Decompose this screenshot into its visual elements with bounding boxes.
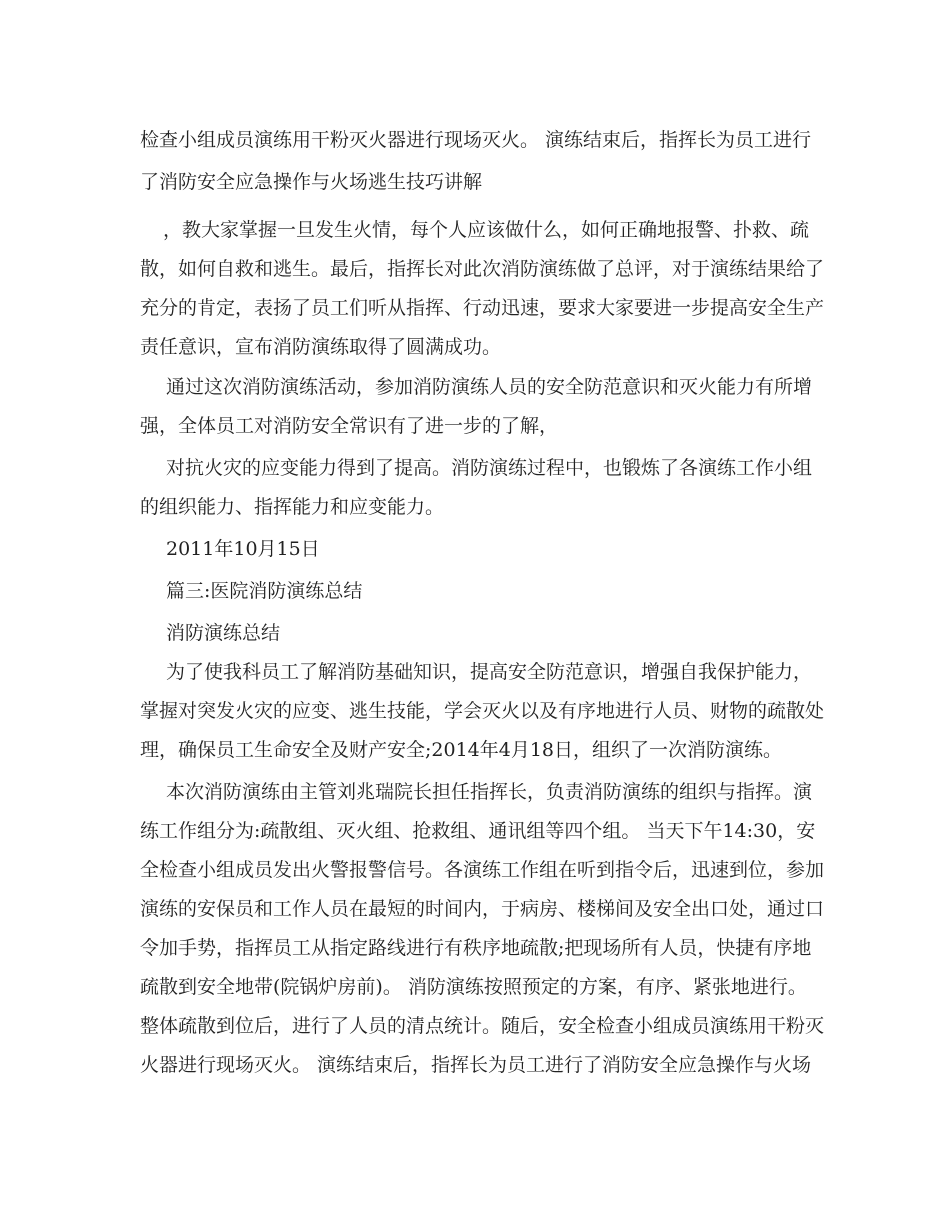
- text-line: 通过这次消防演练活动，参加消防演练人员的安全防范意识和灭火能力有所增: [166, 376, 813, 398]
- text-line: 全检查小组成员发出火警报警信号。各演练工作组在听到指令后，迅速到位，参加: [140, 859, 825, 881]
- text-line: 掌握对突发火灾的应变、逃生技能，学会灭火以及有序地进行人员、财物的疏散处: [140, 700, 825, 722]
- text-line: 了消防安全应急操作与火场逃生技巧讲解: [140, 171, 483, 193]
- text-line: 整体疏散到位后，进行了人员的清点统计。随后，安全检查小组成员演练用干粉灭: [140, 1015, 825, 1037]
- text-line: ，教大家掌握一旦发生火情，每个人应该做什么，如何正确地报警、扑救、疏: [163, 219, 810, 241]
- text-line: 检查小组成员演练用干粉灭火器进行现场灭火。 演练结束后，指挥长为员工进行: [140, 129, 812, 151]
- text-line: 火器进行现场灭火。 演练结束后，指挥长为员工进行了消防安全应急操作与火场: [140, 1054, 812, 1076]
- text-line: 为了使我科员工了解消防基础知识，提高安全防范意识，增强自我保护能力，: [166, 661, 813, 683]
- text-line: 充分的肯定，表扬了员工们听从指挥、行动迅速，要求大家要进一步提高安全生产: [140, 297, 825, 319]
- text-line: 令加手势，指挥员工从指定路线进行有秩序地疏散;把现场所有人员，快捷有序地: [140, 937, 812, 959]
- text-line: 演练的安保员和工作人员在最短的时间内，于病房、楼梯间及安全出口处，通过口: [140, 898, 825, 920]
- text-line: 责任意识，宣布消防演练取得了圆满成功。: [140, 336, 502, 358]
- text-line: 本次消防演练由主管刘兆瑞院长担任指挥长，负责消防演练的组织与指挥。演: [166, 781, 813, 803]
- date-line: 2011年10月15日: [166, 538, 320, 560]
- text-line: 练工作组分为:疏散组、灭火组、抢救组、通讯组等四个组。 当天下午14:30，安: [140, 820, 816, 842]
- text-line: 强，全体员工对消防安全常识有了进一步的了解，: [140, 415, 559, 437]
- section-heading: 篇三:医院消防演练总结: [166, 580, 363, 602]
- text-line: 对抗火灾的应变能力得到了提高。消防演练过程中，也锻炼了各演练工作小组: [166, 457, 813, 479]
- text-line: 疏散到安全地带(院锅炉房前)。 消防演练按照预定的方案，有序、紧张地进行。: [140, 976, 807, 998]
- text-line: 的组织能力、指挥能力和应变能力。: [140, 496, 445, 518]
- text-line: 理，确保员工生命安全及财产安全;2014年4月18日，组织了一次消防演练。: [140, 739, 783, 761]
- section-title: 消防演练总结: [166, 622, 281, 644]
- text-line: 散，如何自救和逃生。最后，指挥长对此次消防演练做了总评，对于演练结果给了: [140, 258, 825, 280]
